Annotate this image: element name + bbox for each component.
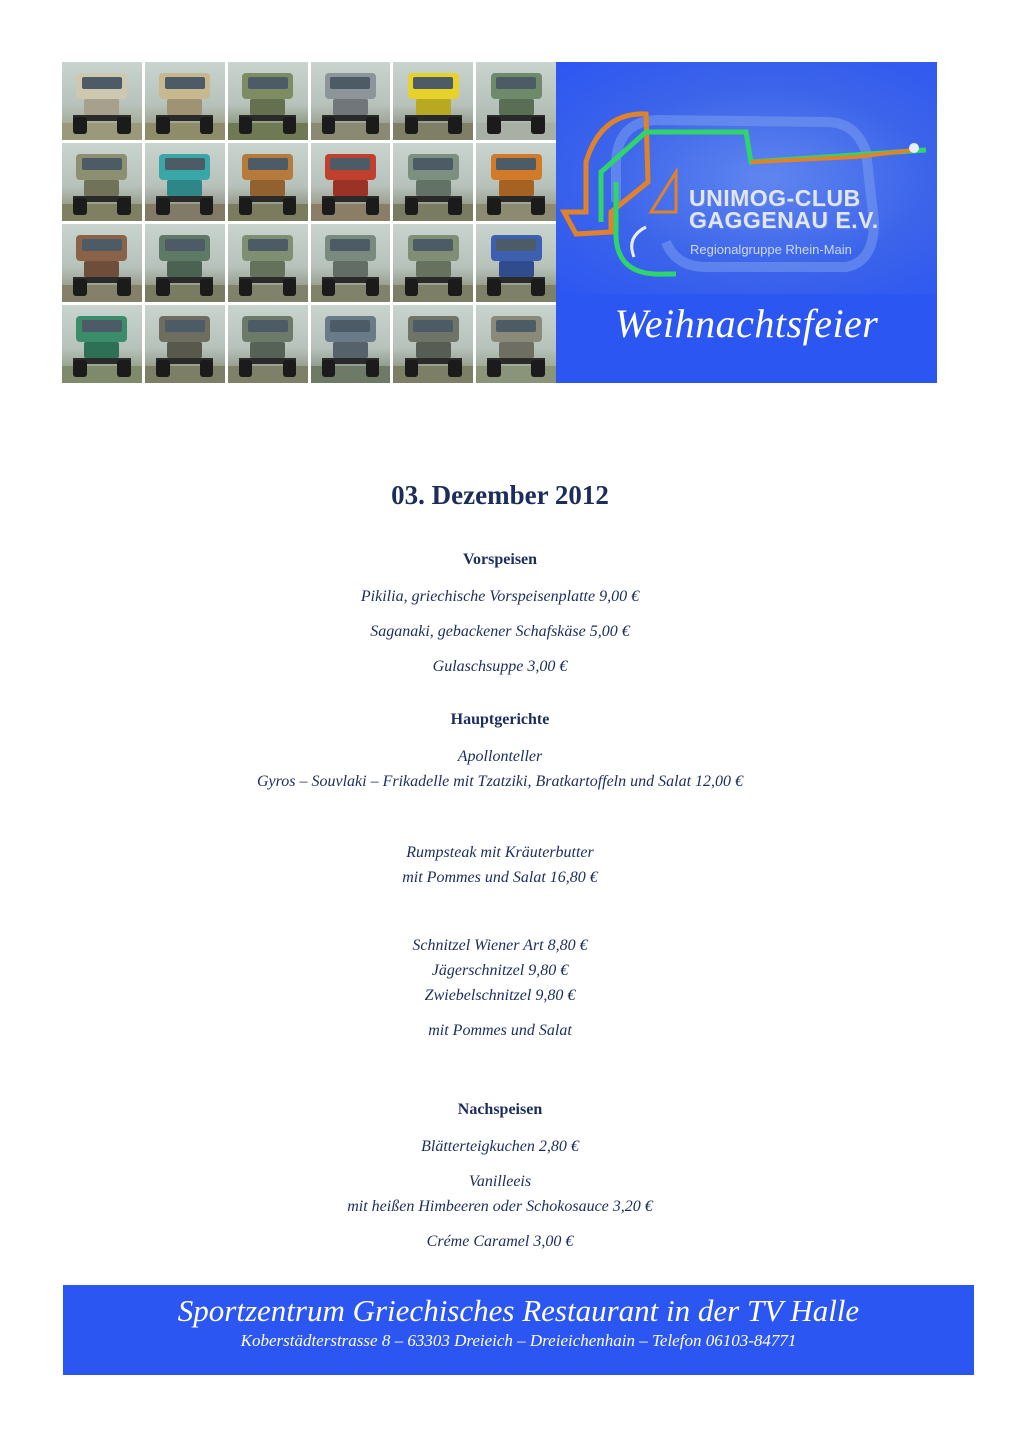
event-date: 03. Dezember 2012 (391, 480, 609, 510)
unimog-photo-tile (393, 62, 473, 140)
unimog-photo-collage (62, 62, 556, 383)
menu-item-rumpsteak: Rumpsteak mit Kräuterbutter (406, 844, 594, 861)
unimog-photo-tile (145, 305, 225, 383)
starters-heading: Vorspeisen (462, 551, 538, 568)
menu-item-pikilia: Pikilia, griechische Vorspeisenplatte 9,00 € (360, 588, 640, 605)
club-name (689, 187, 879, 231)
club-logo-panel (556, 62, 937, 383)
unimog-photo-tile (62, 224, 142, 302)
unimog-photo-tile (311, 62, 391, 140)
menu-item-gulaschsuppe: Gulaschsuppe 3,00 € (432, 658, 568, 675)
menu-item-apollonteller: Apollonteller (457, 748, 543, 765)
venue-name: Sportzentrum Griechisches Restaurant in der TV Halle (177, 1293, 860, 1328)
unimog-photo-tile (145, 224, 225, 302)
menu-item-apollonteller-desc: Gyros – Souvlaki – Frikadelle mit Tzatziki, Bratkartoffeln und Salat 12,00 € (256, 773, 744, 790)
club-regional-group: Regionalgruppe Rhein-Main (690, 242, 852, 257)
menu-item-blaetterteigkuchen: Blätterteigkuchen 2,80 € (421, 1138, 579, 1155)
menu-item-saganaki: Saganaki, gebackener Schafskäse 5,00 € (370, 623, 630, 640)
event-title: Weihnachtsfeier (614, 301, 879, 346)
unimog-photo-tile (311, 224, 391, 302)
club-name-line-2: GAGGENAU E.V. (689, 207, 879, 233)
unimog-photo-tile (228, 224, 308, 302)
menu-item-zwiebelschnitzel: Zwiebelschnitzel 9,80 € (424, 987, 576, 1004)
unimog-photo-tile (62, 143, 142, 221)
unimog-photo-tile (228, 305, 308, 383)
unimog-photo-tile (145, 143, 225, 221)
venue-address: Koberstädterstrasse 8 – 63303 Dreieich – Dreieichenhain – Telefon 06103-84771 (240, 1331, 797, 1350)
unimog-photo-tile (311, 305, 391, 383)
unimog-photo-tile (476, 224, 556, 302)
unimog-photo-tile (62, 62, 142, 140)
header-banner (62, 62, 937, 383)
unimog-photo-tile (476, 305, 556, 383)
unimog-photo-tile (393, 143, 473, 221)
menu-item-schnitzel-side: mit Pommes und Salat (428, 1022, 572, 1039)
club-name-line-1: UNIMOG-CLUB (689, 185, 861, 211)
menu-item-vanilleeis: Vanilleeis (468, 1173, 532, 1190)
desserts-heading: Nachspeisen (457, 1101, 543, 1118)
mains-heading: Hauptgerichte (450, 711, 550, 728)
venue-footer (63, 1285, 974, 1375)
menu-item-schnitzel-wiener: Schnitzel Wiener Art 8,80 € (412, 937, 588, 954)
menu-item-jaegerschnitzel: Jägerschnitzel 9,80 € (431, 962, 569, 979)
unimog-photo-tile (62, 305, 142, 383)
unimog-photo-tile (145, 62, 225, 140)
unimog-photo-tile (228, 62, 308, 140)
menu-item-rumpsteak-desc: mit Pommes und Salat 16,80 € (402, 869, 598, 886)
unimog-photo-tile (393, 224, 473, 302)
unimog-photo-tile (393, 305, 473, 383)
menu-item-creme-caramel: Créme Caramel 3,00 € (426, 1233, 574, 1250)
unimog-photo-tile (228, 143, 308, 221)
unimog-photo-tile (311, 143, 391, 221)
unimog-photo-tile (476, 62, 556, 140)
menu-item-vanilleeis-desc: mit heißen Himbeeren oder Schokosauce 3,20 € (347, 1198, 653, 1215)
unimog-photo-tile (476, 143, 556, 221)
unimog-truck-logo-icon (556, 62, 937, 294)
